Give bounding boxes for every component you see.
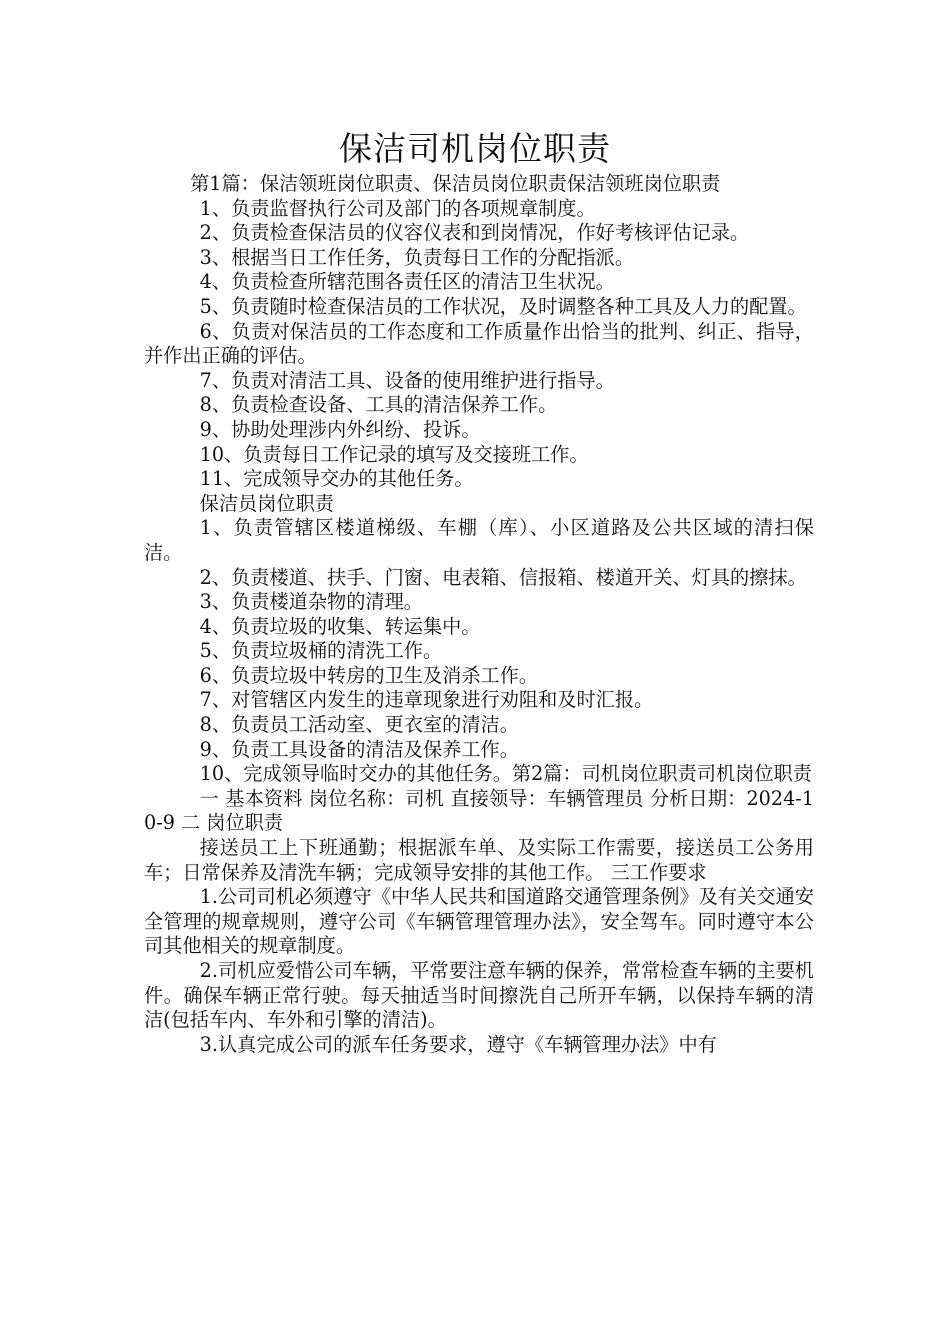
paragraph: 1、负责管辖区楼道梯级、车棚（库）、小区道路及公共区域的清扫保洁。 bbox=[144, 516, 814, 564]
document-title: 保洁司机岗位职责 bbox=[339, 129, 611, 168]
paragraph: 3.认真完成公司的派车任务要求，遵守《车辆管理办法》中有 bbox=[199, 1032, 717, 1056]
paragraph: 接送员工上下班通勤；根据派车单、及实际工作需要，接送员工公务用车；日常保养及清洗车辆；完成领导安排的其他工作。 三工作要求 bbox=[144, 836, 814, 884]
paragraph: 7、对管辖区内发生的违章现象进行劝阻和及时汇报。 bbox=[199, 688, 654, 712]
section-heading: 保洁员岗位职责 bbox=[199, 491, 334, 515]
document-body bbox=[144, 172, 814, 1057]
paragraph: 一 基本资料 岗位名称：司机 直接领导：车辆管理员 分析日期：2024-10-9 二 岗位职责 bbox=[144, 786, 814, 835]
paragraph: 2.司机应爱惜公司车辆，平常要注意车辆的保养，常常检查车辆的主要机件。确保车辆正常行驶。每天抽适当时间擦洗自己所开车辆，以保持车辆的清洁(包括车内、车外和引擎的清洁)。 bbox=[144, 959, 814, 1032]
paragraph: 2、负责楼道、扶手、门窗、电表箱、信报箱、楼道开关、灯具的擦抹。 bbox=[199, 565, 807, 589]
paragraph: 10、负责每日工作记录的填写及交接班工作。 bbox=[199, 442, 589, 466]
paragraph: 5、负责随时检查保洁员的工作状况，及时调整各种工具及人力的配置。 bbox=[199, 294, 807, 318]
paragraph: 第1篇：保洁领班岗位职责、保洁员岗位职责保洁领班岗位职责 bbox=[190, 172, 721, 195]
paragraph: 9、负责工具设备的清洁及保养工作。 bbox=[199, 737, 519, 761]
paragraph: 3、负责楼道杂物的清理。 bbox=[199, 590, 423, 614]
paragraph: 1.公司司机必须遵守《中华人民共和国道路交通管理条例》及有关交通安全管理的规章规则，遵守公司《车辆管理管理办法》，安全驾车。同时遵守本公司其他相关的规章制度。 bbox=[144, 885, 814, 958]
paragraph: 1、负责监督执行公司及部门的各项规章制度。 bbox=[199, 196, 596, 220]
paragraph: 6、负责垃圾中转房的卫生及消杀工作。 bbox=[199, 663, 539, 687]
paragraph: 8、负责员工活动室、更衣室的清洁。 bbox=[199, 713, 519, 737]
paragraph: 3、根据当日工作任务，负责每日工作的分配指派。 bbox=[199, 245, 635, 269]
paragraph: 8、负责检查设备、工具的清洁保养工作。 bbox=[199, 393, 558, 417]
paragraph: 2、负责检查保洁员的仪容仪表和到岗情况，作好考核评估记录。 bbox=[199, 221, 750, 245]
paragraph: 5、负责垃圾桶的清洗工作。 bbox=[199, 639, 443, 663]
paragraph: 7、负责对清洁工具、设备的使用维护进行指导。 bbox=[199, 368, 615, 392]
paragraph: 10、完成领导临时交办的其他任务。第2篇：司机岗位职责司机岗位职责 bbox=[199, 762, 812, 786]
paragraph: 6、负责对保洁员的工作态度和工作质量作出恰当的批判、纠正、指导，并作出正确的评估。 bbox=[144, 319, 814, 368]
paragraph: 4、负责垃圾的收集、转运集中。 bbox=[199, 614, 481, 638]
paragraph: 9、协助处理涉内外纠纷、投诉。 bbox=[199, 417, 481, 441]
paragraph: 4、负责检查所辖范围各责任区的清洁卫生状况。 bbox=[199, 270, 615, 294]
paragraph: 11、完成领导交办的其他任务。 bbox=[199, 467, 474, 491]
